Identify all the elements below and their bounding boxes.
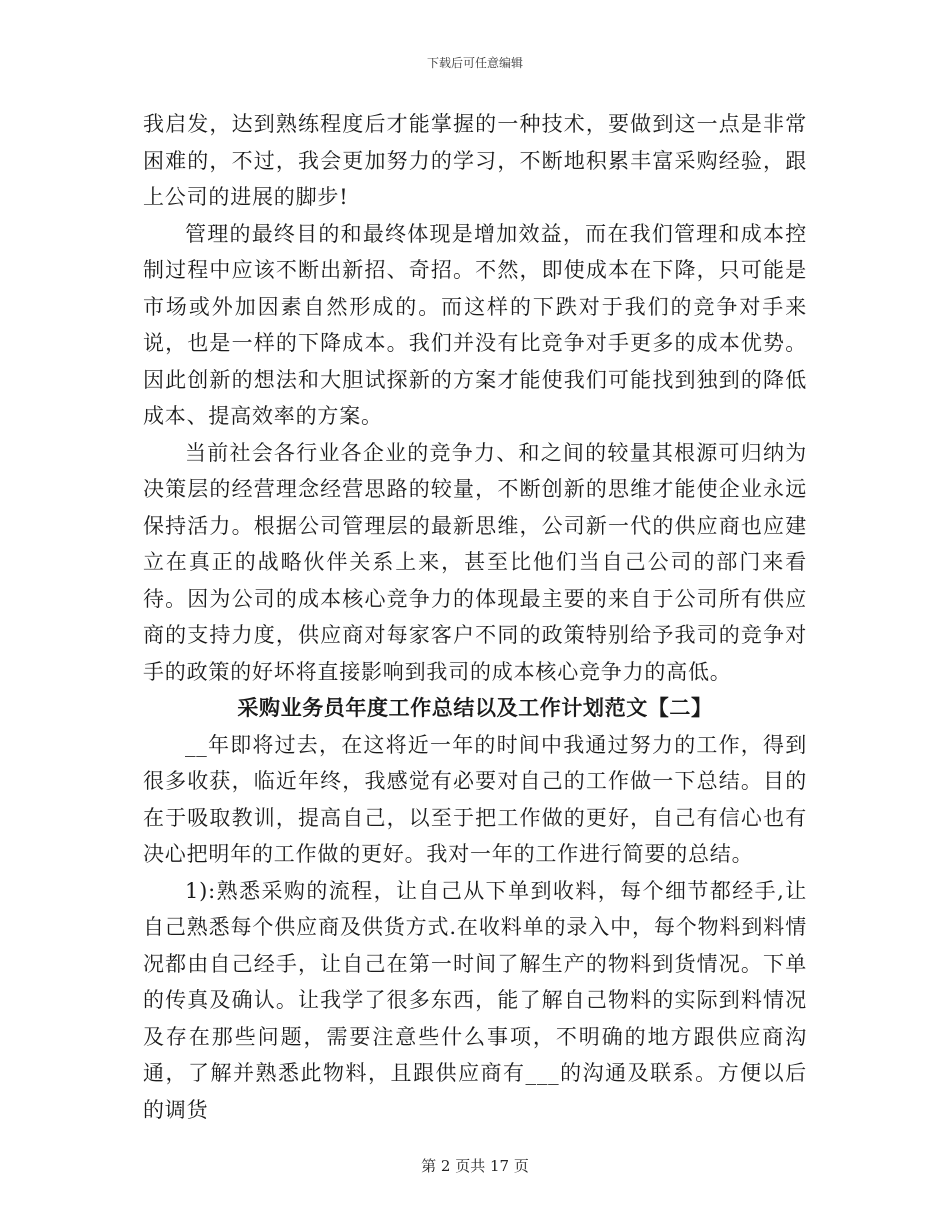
section-title: 采购业务员年度工作总结以及工作计划范文【二】 [237, 695, 713, 720]
page-number-footer: 第 2 页共 17 页 [421, 1157, 529, 1175]
paragraph-competition: 当前社会各行业各企业的竞争力、和之间的较量其根源可归纳为决策层的经营理念经营思路的较量，不断创新的思维才能使企业永远保持活力。根据公司管理层的最新思维，公司新一代的供应商也应建立在真正的战略伙伴关系上来，甚至比他们当自己公司的部门来看待。因为公司的成本核心竞争力的体现最主要的来自于公司所有供应商的支持力度，供应商对每家客户不同的政策特别给予我司的竞争对手的政策的好坏将直接影响到我司的成本核心竞争力的高低。 [143, 440, 807, 684]
paragraph-year-summary: __年即将过去，在这将近一年的时间中我通过努力的工作，得到很多收获，临近年终，我感觉有必要对自己的工作做一下总结。目的在于吸取教训，提高自己，以至于把工作做的更好，自己有信心也有决心把明年的工作做的更好。我对一年的工作进行简要的总结。 [143, 732, 807, 866]
page-header: 下载后可任意编辑 [426, 56, 523, 70]
paragraph-continuation: 我启发，达到熟练程度后才能掌握的一种技术，要做到这一点是非常困难的，不过，我会更加努力的学习，不断地积累丰富采购经验，跟上公司的进展的脚步! [143, 112, 807, 209]
document-body [143, 106, 807, 1128]
paragraph-management-goal: 管理的最终目的和最终体现是增加效益，而在我们管理和成本控制过程中应该不断出新招、奇招。不然，即使成本在下降，只可能是市场或外加因素自然形成的。而这样的下跌对于我们的竞争对手来说，也是一样的下降成本。我们并没有比竞争对手更多的成本优势。因此创新的想法和大胆试探新的方案才能使我们可能找到独到的降低成本、提高效率的方案。 [143, 221, 807, 428]
paragraph-procurement-process: 1):熟悉采购的流程，让自己从下单到收料，每个细节都经手,让自己熟悉每个供应商及供货方式.在收料单的录入中，每个物料到料情况都由自己经手，让自己在第一时间了解生产的物料到货情况。下单的传真及确认。让我学了很多东西，能了解自己物料的实际到料情况及存在那些问题，需要注意些什么事项，不明确的地方跟供应商沟通，了解并熟悉此物料，且跟供应商有___的沟通及联系。方便以后的调货 [143, 878, 807, 1122]
